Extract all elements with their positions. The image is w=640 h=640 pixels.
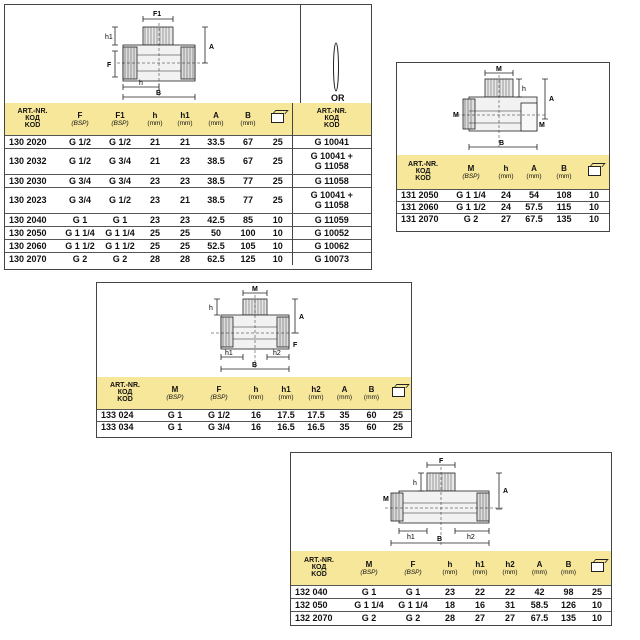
cell-alt [292,148,371,174]
alt-art-line: G 10041 + [310,151,353,161]
cell-m: G 2 [347,611,391,624]
col-b: B (mm) [549,155,579,189]
label-a: A [209,44,215,51]
col-a: A (mm) [200,103,232,135]
col-h: h (mm) [435,551,465,585]
col-h2: h2 (mm) [301,377,331,409]
cell-m: G 1 1/4 [449,189,493,201]
col-box [583,551,611,585]
cell-f: G 1/2 [60,148,100,174]
col-art: ART.-NR. КОД KOD [397,155,449,189]
box-icon [588,166,601,176]
cell-h: 23 [435,585,465,598]
col-b: B (mm) [554,551,583,585]
cell-art: 130 2070 [5,252,60,265]
cell-m: G 2 [449,213,493,225]
col-alt-art: ART.-NR. КОД KOD [292,103,371,135]
cell-f1: G 1 1/4 [100,226,140,239]
cell-f: G 2 [391,611,435,624]
alt-art-line: G 10052 [314,227,350,238]
cell-h1: 23 [170,174,200,187]
label-h1: h1 [225,350,233,357]
cell-b: 135 [554,611,583,624]
table-row [397,189,609,201]
cell-art: 130 2050 [5,226,60,239]
cell-box: 10 [579,201,609,213]
panel4-table [291,551,611,624]
cell-a: 38.5 [200,174,232,187]
label-h1: h1 [407,534,415,541]
cell-h1: 23 [170,148,200,174]
alt-art-line: G 11058 [314,161,349,171]
cell-box: 10 [264,252,292,265]
table-row [5,135,371,148]
cell-art: 133 024 [97,409,153,421]
col-a: A (mm) [525,551,554,585]
cell-art: 131 2050 [397,189,449,201]
table-row [291,611,611,624]
cell-box: 25 [264,148,292,174]
alt-art-line: G 10062 [314,240,350,251]
cell-a: 42.5 [200,213,232,226]
cell-h1: 25 [170,226,200,239]
col-m: M (BSP) [153,377,197,409]
cell-f: G 3/4 [60,174,100,187]
label-f1: F1 [153,11,162,18]
cell-alt [292,174,371,187]
table-row [291,585,611,598]
cell-a: 35 [331,409,358,421]
cell-m: G 1 1/4 [347,598,391,611]
cell-h1: 21 [170,187,200,213]
cell-box: 25 [385,409,411,421]
table-row [5,187,371,213]
table-row [5,239,371,252]
tee-male-diagram [427,65,577,155]
cell-b: 108 [549,189,579,201]
cell-m: G 1 [153,409,197,421]
cell-art: 130 2040 [5,213,60,226]
col-m: M (BSP) [449,155,493,189]
table-row [5,226,371,239]
cell-b: 115 [549,201,579,213]
col-h1: h1 (mm) [170,103,200,135]
cell-a: 35 [331,421,358,433]
panel-tee-reducing [290,452,612,626]
col-art: ART.-NR. КОД KOD [5,103,60,135]
alt-art-line: G 10041 [314,136,350,147]
cell-f1: G 1/2 [100,135,140,148]
cell-box: 25 [264,135,292,148]
cell-f: G 3/4 [60,187,100,213]
cell-art: 133 034 [97,421,153,433]
cell-alt [292,226,371,239]
or-label: OR [331,93,345,103]
cell-m: G 1 [153,421,197,433]
label-b: B [499,140,505,147]
alt-art-line: G 11058 [314,175,349,186]
label-f: F [439,458,444,465]
cell-b: 77 [232,174,264,187]
cell-f: G 2 [60,252,100,265]
cell-art: 130 2020 [5,135,60,148]
label-h: h [209,305,213,312]
alt-art-line: G 10073 [314,253,350,264]
cell-h: 21 [140,135,170,148]
tee-female-diagram [67,7,253,103]
panel3-table [97,377,411,433]
cell-h: 16 [241,421,271,433]
cell-h1: 23 [170,213,200,226]
table-row [5,148,371,174]
cell-box: 25 [583,585,611,598]
cell-h2: 22 [495,585,525,598]
tee-reducing-diagram [381,455,531,551]
cell-m: G 1 [347,585,391,598]
cell-h1: 16.5 [271,421,301,433]
cell-f: G 3/4 [197,421,241,433]
col-box [579,155,609,189]
drawing-tee-reducing [381,455,531,551]
col-f: F (BSP) [60,103,100,135]
cell-b: 98 [554,585,583,598]
label-m-top: M [496,66,502,73]
label-b: B [156,90,162,97]
cell-b: 60 [358,421,385,433]
cell-art: 130 2030 [5,174,60,187]
cell-box: 10 [579,189,609,201]
label-h1: h1 [105,34,113,41]
header-row [291,551,611,585]
col-h1: h1 (mm) [465,551,495,585]
label-h: h [522,86,526,93]
table-row [97,421,411,433]
cell-a: 33.5 [200,135,232,148]
cell-b: 77 [232,187,264,213]
label-m-right: M [539,122,545,129]
cell-alt [292,135,371,148]
cell-art: 131 2070 [397,213,449,225]
cell-b: 67 [232,135,264,148]
col-art: ART.-NR. КОД KOD [97,377,153,409]
cell-art: 132 040 [291,585,347,598]
label-f: F [293,342,298,349]
col-a: A (mm) [519,155,549,189]
cell-h2: 16.5 [301,421,331,433]
cell-box: 10 [264,239,292,252]
cell-art: 132 050 [291,598,347,611]
cell-alt [292,239,371,252]
alt-art-line: G 10041 + [310,190,353,200]
col-a: A (mm) [331,377,358,409]
cell-h1: 28 [170,252,200,265]
cell-box: 25 [385,421,411,433]
label-a: A [549,96,555,103]
cell-alt [292,187,371,213]
cell-h: 28 [435,611,465,624]
box-icon [392,387,405,397]
cell-m: G 1 1/2 [449,201,493,213]
cell-b: 126 [554,598,583,611]
label-h: h [413,480,417,487]
col-m: M (BSP) [347,551,391,585]
or-column-divider [300,5,301,103]
cell-a: 50 [200,226,232,239]
cell-box: 10 [264,213,292,226]
cell-f1: G 2 [100,252,140,265]
header-row [5,103,371,135]
box-icon [271,113,284,123]
cell-h2: 31 [495,598,525,611]
col-h: h (mm) [241,377,271,409]
cell-box: 10 [264,226,292,239]
table-row [397,213,609,225]
label-b: B [252,362,258,369]
cell-a: 57.5 [519,201,549,213]
cell-h: 23 [140,174,170,187]
cell-h: 18 [435,598,465,611]
cell-f: G 1 [391,585,435,598]
cell-h: 28 [140,252,170,265]
cell-art: 132 2070 [291,611,347,624]
table-row [97,409,411,421]
cell-f: G 1 [60,213,100,226]
cell-a: 38.5 [200,187,232,213]
col-art: ART.-NR. КОД KOD [291,551,347,585]
col-h2: h2 (mm) [495,551,525,585]
panel2-table [397,155,609,225]
cell-b: 67 [232,148,264,174]
col-h: h (mm) [493,155,519,189]
cell-h: 24 [493,189,519,201]
table-row [5,213,371,226]
col-h1: h1 (mm) [271,377,301,409]
box-icon [591,562,604,572]
cell-f1: G 3/4 [100,174,140,187]
label-b: B [437,536,443,543]
cell-a: 38.5 [200,148,232,174]
panel-tee-female [4,4,372,270]
header-row [397,155,609,189]
cell-a: 62.5 [200,252,232,265]
col-f: F (BSP) [197,377,241,409]
cell-art: 130 2060 [5,239,60,252]
cell-box: 10 [583,598,611,611]
cell-a: 58.5 [525,598,554,611]
label-h: h [139,80,143,87]
cell-b: 100 [232,226,264,239]
cell-f: G 1 1/2 [60,239,100,252]
cell-alt [292,252,371,265]
cell-b: 125 [232,252,264,265]
cell-box: 25 [264,174,292,187]
col-b: B (mm) [358,377,385,409]
cell-h: 23 [140,187,170,213]
cell-f1: G 1/2 [100,187,140,213]
cell-h2: 27 [495,611,525,624]
cell-b: 135 [549,213,579,225]
col-h: h (mm) [140,103,170,135]
cell-h: 16 [241,409,271,421]
panel-tee-male [396,62,610,232]
label-a: A [299,314,305,321]
label-h2: h2 [467,534,475,541]
cell-f1: G 1 1/2 [100,239,140,252]
col-f1: F1 (BSP) [100,103,140,135]
cell-art: 130 2032 [5,148,60,174]
cell-a: 52.5 [200,239,232,252]
table-row [397,201,609,213]
cell-a: 67.5 [525,611,554,624]
drawing-tee-male [427,65,577,155]
cell-b: 105 [232,239,264,252]
label-f: F [107,62,112,69]
header-row [97,377,411,409]
cell-alt [292,213,371,226]
cell-a: 67.5 [519,213,549,225]
panel-tee-mixed [96,282,412,438]
cell-f1: G 3/4 [100,148,140,174]
cell-f: G 1/2 [197,409,241,421]
col-f: F (BSP) [391,551,435,585]
cell-art: 131 2060 [397,201,449,213]
cell-h: 23 [140,213,170,226]
cell-art: 130 2023 [5,187,60,213]
cell-f: G 1 1/4 [60,226,100,239]
cell-h2: 17.5 [301,409,331,421]
tee-mixed-diagram [187,285,337,377]
cell-h: 21 [140,148,170,174]
cell-f: G 1/2 [60,135,100,148]
cell-h: 25 [140,239,170,252]
cell-f1: G 1 [100,213,140,226]
label-m: M [252,286,258,293]
alt-art-line: G 11059 [314,214,349,225]
cell-box: 10 [583,611,611,624]
col-b: B (mm) [232,103,264,135]
cell-h: 24 [493,201,519,213]
label-a: A [503,488,509,495]
cell-a: 54 [519,189,549,201]
drawing-tee-mixed [187,285,337,377]
cell-h1: 22 [465,585,495,598]
label-m-left: M [453,112,459,119]
table-row [5,174,371,187]
cell-h1: 21 [170,135,200,148]
cell-f: G 1 1/4 [391,598,435,611]
label-m: M [383,496,389,503]
cell-h1: 16 [465,598,495,611]
cell-box: 25 [264,187,292,213]
alt-art-line: G 11058 [314,200,349,210]
col-box [385,377,411,409]
cell-h1: 25 [170,239,200,252]
cell-b: 85 [232,213,264,226]
cell-h1: 17.5 [271,409,301,421]
col-box [264,103,292,135]
label-h2: h2 [273,350,281,357]
table-row [291,598,611,611]
seal-ring-icon [329,35,343,99]
cell-b: 60 [358,409,385,421]
cell-h1: 27 [465,611,495,624]
cell-h: 27 [493,213,519,225]
table-row [5,252,371,265]
cell-a: 42 [525,585,554,598]
cell-h: 25 [140,226,170,239]
drawing-tee-female [67,7,253,103]
panel1-table [5,103,371,265]
cell-box: 10 [579,213,609,225]
